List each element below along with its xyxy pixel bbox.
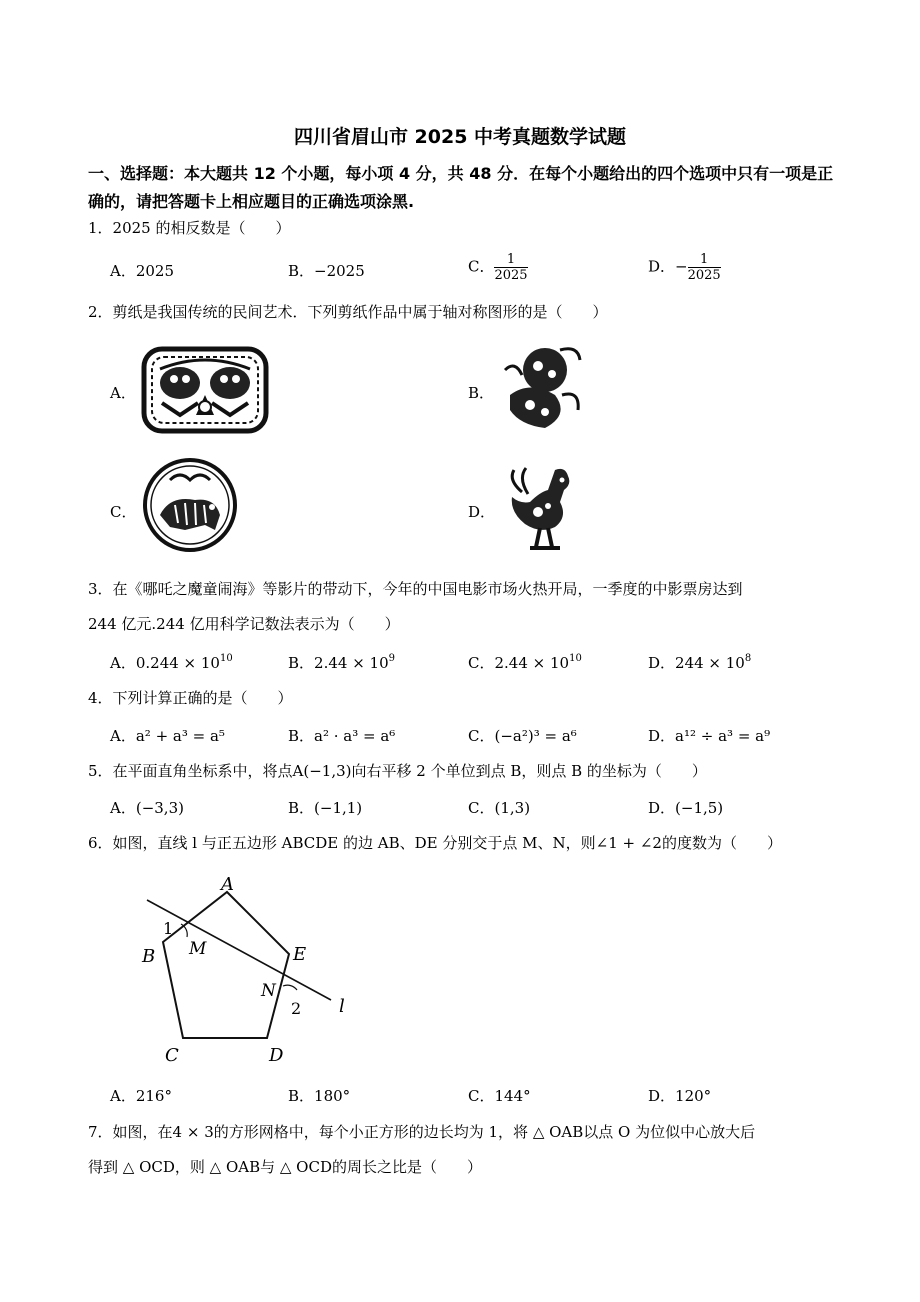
q2-option-d-label: D． bbox=[468, 503, 496, 521]
q2-option-a-label: A． bbox=[110, 384, 136, 402]
papercut-tigers-image bbox=[140, 345, 270, 435]
q3-stem-line1: 3．在《哪吒之魔童闹海》等影片的带动下，今年的中国电影市场火热开局，一季度的中影票房达到 bbox=[88, 580, 743, 598]
q5-option-c: C．(1,3) bbox=[468, 799, 531, 817]
label-c: C bbox=[165, 1045, 179, 1066]
q3-option-c: C．$2.44 \times 10^{10}$ bbox=[468, 653, 582, 672]
q2-stem: 2．剪纸是我国传统的民间艺术．下列剪纸作品中属于轴对称图形的是（ ） bbox=[88, 303, 608, 321]
q4-option-b: B．a² · a³ = a⁶ bbox=[288, 727, 396, 745]
papercut-circle-tiger-image bbox=[140, 455, 240, 555]
label-angle-2: 2 bbox=[291, 999, 302, 1018]
q7-stem-line2: 得到 △ OCD，则 △ OAB与 △ OCD的周长之比是（ ） bbox=[88, 1158, 482, 1176]
q3-stem-line2: 244 亿元.244 亿用科学记数法表示为（ ） bbox=[88, 615, 400, 633]
q1-option-a: A．2025 bbox=[110, 262, 175, 280]
q6-option-a: A．216° bbox=[110, 1087, 172, 1105]
q1-stem: 1．2025 的相反数是（ ） bbox=[88, 219, 291, 237]
label-m: M bbox=[189, 939, 207, 959]
q1-option-b: B．−2025 bbox=[288, 262, 365, 280]
q4-option-a: A．a² + a³ = a⁵ bbox=[110, 727, 225, 745]
q7-stem-line1: 7．如图，在4 × 3的方形网格中，每个小正方形的边长均为 1，将 △ OAB以点 O 为位似中心放大后 bbox=[88, 1123, 756, 1141]
q5-option-a: A．(−3,3) bbox=[110, 799, 184, 817]
q4-option-c: C．(−a²)³ = a⁶ bbox=[468, 727, 577, 745]
label-b: B bbox=[142, 946, 156, 967]
q6-option-d: D．120° bbox=[648, 1087, 712, 1105]
page-title: 四川省眉山市 2025 中考真题数学试题 bbox=[293, 126, 627, 148]
pentagon-figure bbox=[125, 868, 365, 1068]
q6-stem: 6．如图，直线 l 与正五边形 ABCDE 的边 AB、DE 分别交于点 M、N，则∠1 + ∠2的度数为（ ） bbox=[88, 834, 782, 852]
label-angle-1: 1 bbox=[163, 919, 174, 938]
q6-option-b: B．180° bbox=[288, 1087, 351, 1105]
q2-option-b-label: B． bbox=[468, 384, 495, 402]
angle-2-arc bbox=[283, 985, 297, 990]
q5-stem: 5．在平面直角坐标系中，将点A(−1,3)向右平移 2 个单位到点 B，则点 B 的坐标为（ ） bbox=[88, 762, 707, 780]
q2-option-c-label: C． bbox=[110, 503, 137, 521]
papercut-flower-bird-image bbox=[500, 340, 585, 435]
pentagon-abcde bbox=[163, 892, 289, 1038]
q6-option-c: C．144° bbox=[468, 1087, 531, 1105]
q5-option-d: D．(−1,5) bbox=[648, 799, 724, 817]
label-e: E bbox=[293, 944, 307, 965]
q1-option-c: C． $\frac{1}{2025}$ bbox=[468, 252, 528, 283]
q1-option-d: D．− $\frac{1}{2025}$ bbox=[648, 252, 721, 283]
q5-option-b: B．(−1,1) bbox=[288, 799, 363, 817]
q4-stem: 4．下列计算正确的是（ ） bbox=[88, 689, 293, 707]
section-heading: 一、选择题：本大题共 12 个小题，每小项 4 分，共 48 分．在每个小题给出的四个选项中只有一项是正确的，请把答题卡上相应题目的正确选项涂黑. bbox=[88, 164, 834, 211]
label-d: D bbox=[269, 1045, 284, 1066]
label-l: l bbox=[339, 996, 345, 1017]
q3-option-a: A．$0.244 \times 10^{10}$ bbox=[110, 653, 233, 672]
papercut-rooster-image bbox=[500, 462, 585, 554]
label-a: A bbox=[221, 874, 234, 895]
label-n: N bbox=[261, 981, 276, 1001]
q4-option-d: D．a¹² ÷ a³ = a⁹ bbox=[648, 727, 771, 745]
q3-option-d: D．$244 \times 10^8$ bbox=[648, 653, 752, 672]
q3-option-b: B．$2.44 \times 10^9$ bbox=[288, 653, 395, 672]
